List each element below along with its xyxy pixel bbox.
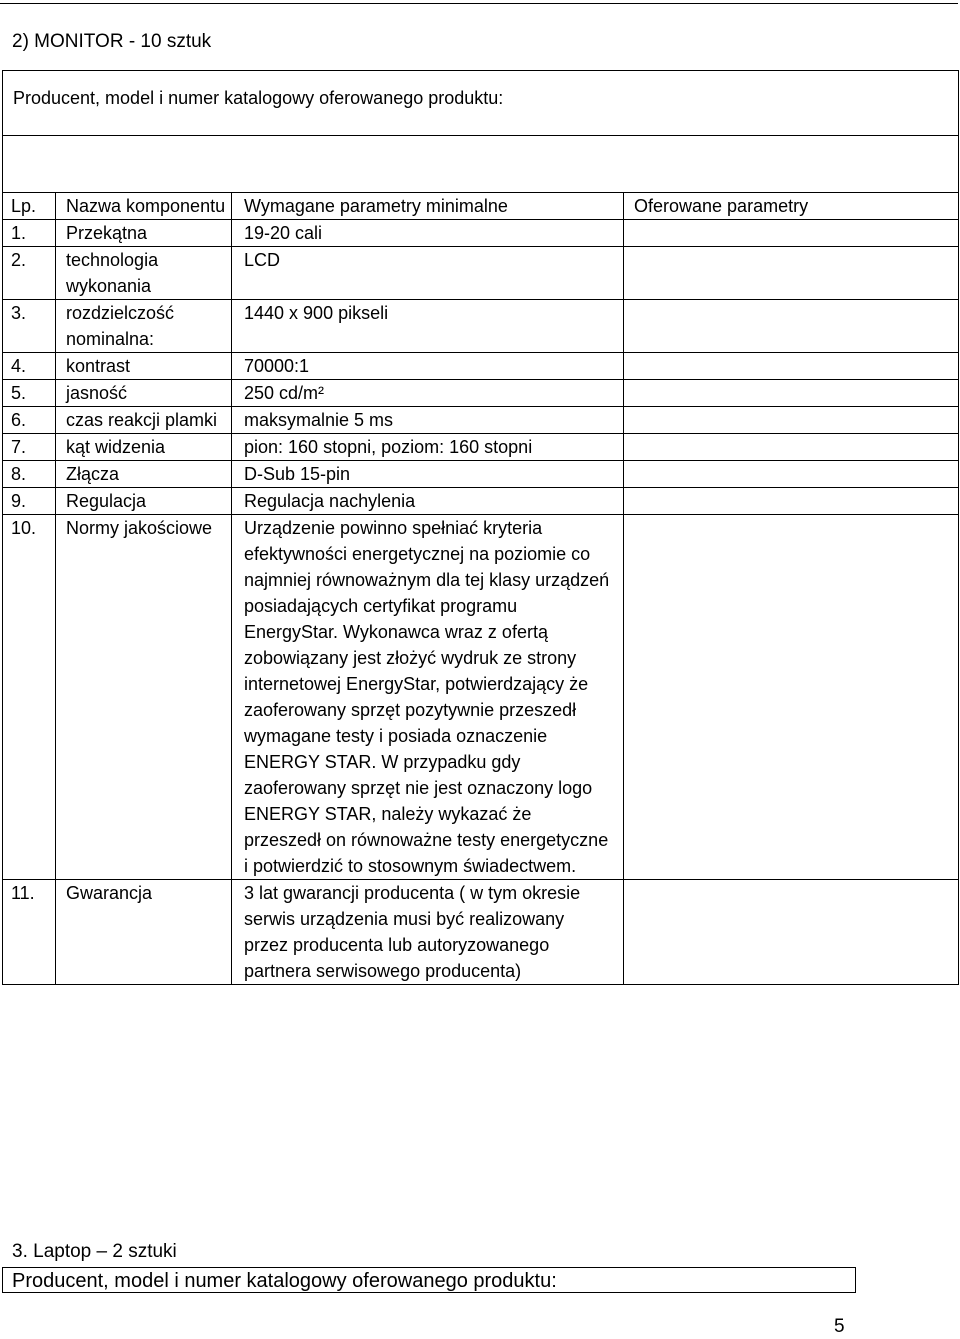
row-required: LCD <box>232 247 624 300</box>
specs-table <box>2 70 959 985</box>
product-label: Producent, model i numer katalogowy oferowanego produktu: <box>3 71 959 136</box>
row-name: Normy jakościowe <box>56 515 232 880</box>
row-number: 4. <box>3 353 56 380</box>
row-name: jasność <box>56 380 232 407</box>
header-lp: Lp. <box>3 193 56 220</box>
row-offered[interactable] <box>624 407 959 434</box>
row-required: 3 lat gwarancji producenta ( w tym okresie serwis urządzenia musi być realizowany przez producenta lub autoryzowanego partnera serwisowego producenta) <box>232 880 624 985</box>
row-required: 70000:1 <box>232 353 624 380</box>
row-required: 1440 x 900 pikseli <box>232 300 624 353</box>
row-number: 10. <box>3 515 56 880</box>
row-number: 11. <box>3 880 56 985</box>
row-offered[interactable] <box>624 300 959 353</box>
row-required: 250 cd/m² <box>232 380 624 407</box>
page-number: 5 <box>834 1316 845 1337</box>
row-offered[interactable] <box>624 515 959 880</box>
table-row <box>3 220 959 247</box>
row-name: technologia wykonania <box>56 247 232 300</box>
top-rule <box>0 3 958 4</box>
row-number: 7. <box>3 434 56 461</box>
table-row <box>3 380 959 407</box>
product-input-cell[interactable] <box>3 136 959 193</box>
row-required: Regulacja nachylenia <box>232 488 624 515</box>
row-required: 19-20 cali <box>232 220 624 247</box>
row-name: Przekątna <box>56 220 232 247</box>
table-row <box>3 353 959 380</box>
row-number: 3. <box>3 300 56 353</box>
header-required: Wymagane parametry minimalne <box>232 193 624 220</box>
table-row <box>3 488 959 515</box>
row-required: pion: 160 stopni, poziom: 160 stopni <box>232 434 624 461</box>
header-name: Nazwa komponentu <box>56 193 232 220</box>
header-offered: Oferowane parametry <box>624 193 959 220</box>
table-header-row <box>3 193 959 220</box>
row-offered[interactable] <box>624 220 959 247</box>
product-label-laptop: Producent, model i numer katalogowy oferowanego produktu: <box>12 1270 557 1292</box>
row-number: 1. <box>3 220 56 247</box>
row-offered[interactable] <box>624 434 959 461</box>
row-name: czas reakcji plamki <box>56 407 232 434</box>
table-row <box>3 461 959 488</box>
product-label-row <box>3 71 959 136</box>
row-offered[interactable] <box>624 488 959 515</box>
row-number: 6. <box>3 407 56 434</box>
table-row <box>3 407 959 434</box>
row-offered[interactable] <box>624 880 959 985</box>
table-row <box>3 880 959 985</box>
product-input-row <box>3 136 959 193</box>
product-label-box-laptop <box>2 1267 856 1293</box>
row-number: 9. <box>3 488 56 515</box>
row-name: Gwarancja <box>56 880 232 985</box>
row-offered[interactable] <box>624 461 959 488</box>
table-row <box>3 434 959 461</box>
row-name: rozdzielczość nominalna: <box>56 300 232 353</box>
row-name: Regulacja <box>56 488 232 515</box>
section-heading-monitor: 2) MONITOR - 10 sztuk <box>12 31 212 52</box>
row-name: Złącza <box>56 461 232 488</box>
row-name: kontrast <box>56 353 232 380</box>
row-required: D-Sub 15-pin <box>232 461 624 488</box>
table-row <box>3 515 959 880</box>
row-name: kąt widzenia <box>56 434 232 461</box>
row-required: Urządzenie powinno spełniać kryteria efektywności energetycznej na poziomie co najmniej równoważnym dla tej klasy urządzeń posiadających certyfikat programu EnergyStar. Wykonawca wraz z ofertą zobowiązany jest złożyć wydruk ze strony internetowej EnergyStar, potwierdzający że zaoferowany sprzęt pozytywnie przeszedł wymagane testy i posiada oznaczenie ENERGY STAR. W przypadku gdy zaoferowany sprzęt nie jest oznaczony logo ENERGY STAR, należy wykazać że przeszedł on równoważne testy energetyczne i potwierdzić to stosownym świadectwem. <box>232 515 624 880</box>
row-number: 2. <box>3 247 56 300</box>
row-offered[interactable] <box>624 353 959 380</box>
row-number: 5. <box>3 380 56 407</box>
table-row <box>3 247 959 300</box>
table-row <box>3 300 959 353</box>
row-offered[interactable] <box>624 247 959 300</box>
row-offered[interactable] <box>624 380 959 407</box>
section-heading-laptop: 3. Laptop – 2 sztuki <box>12 1241 177 1262</box>
row-number: 8. <box>3 461 56 488</box>
row-required: maksymalnie 5 ms <box>232 407 624 434</box>
